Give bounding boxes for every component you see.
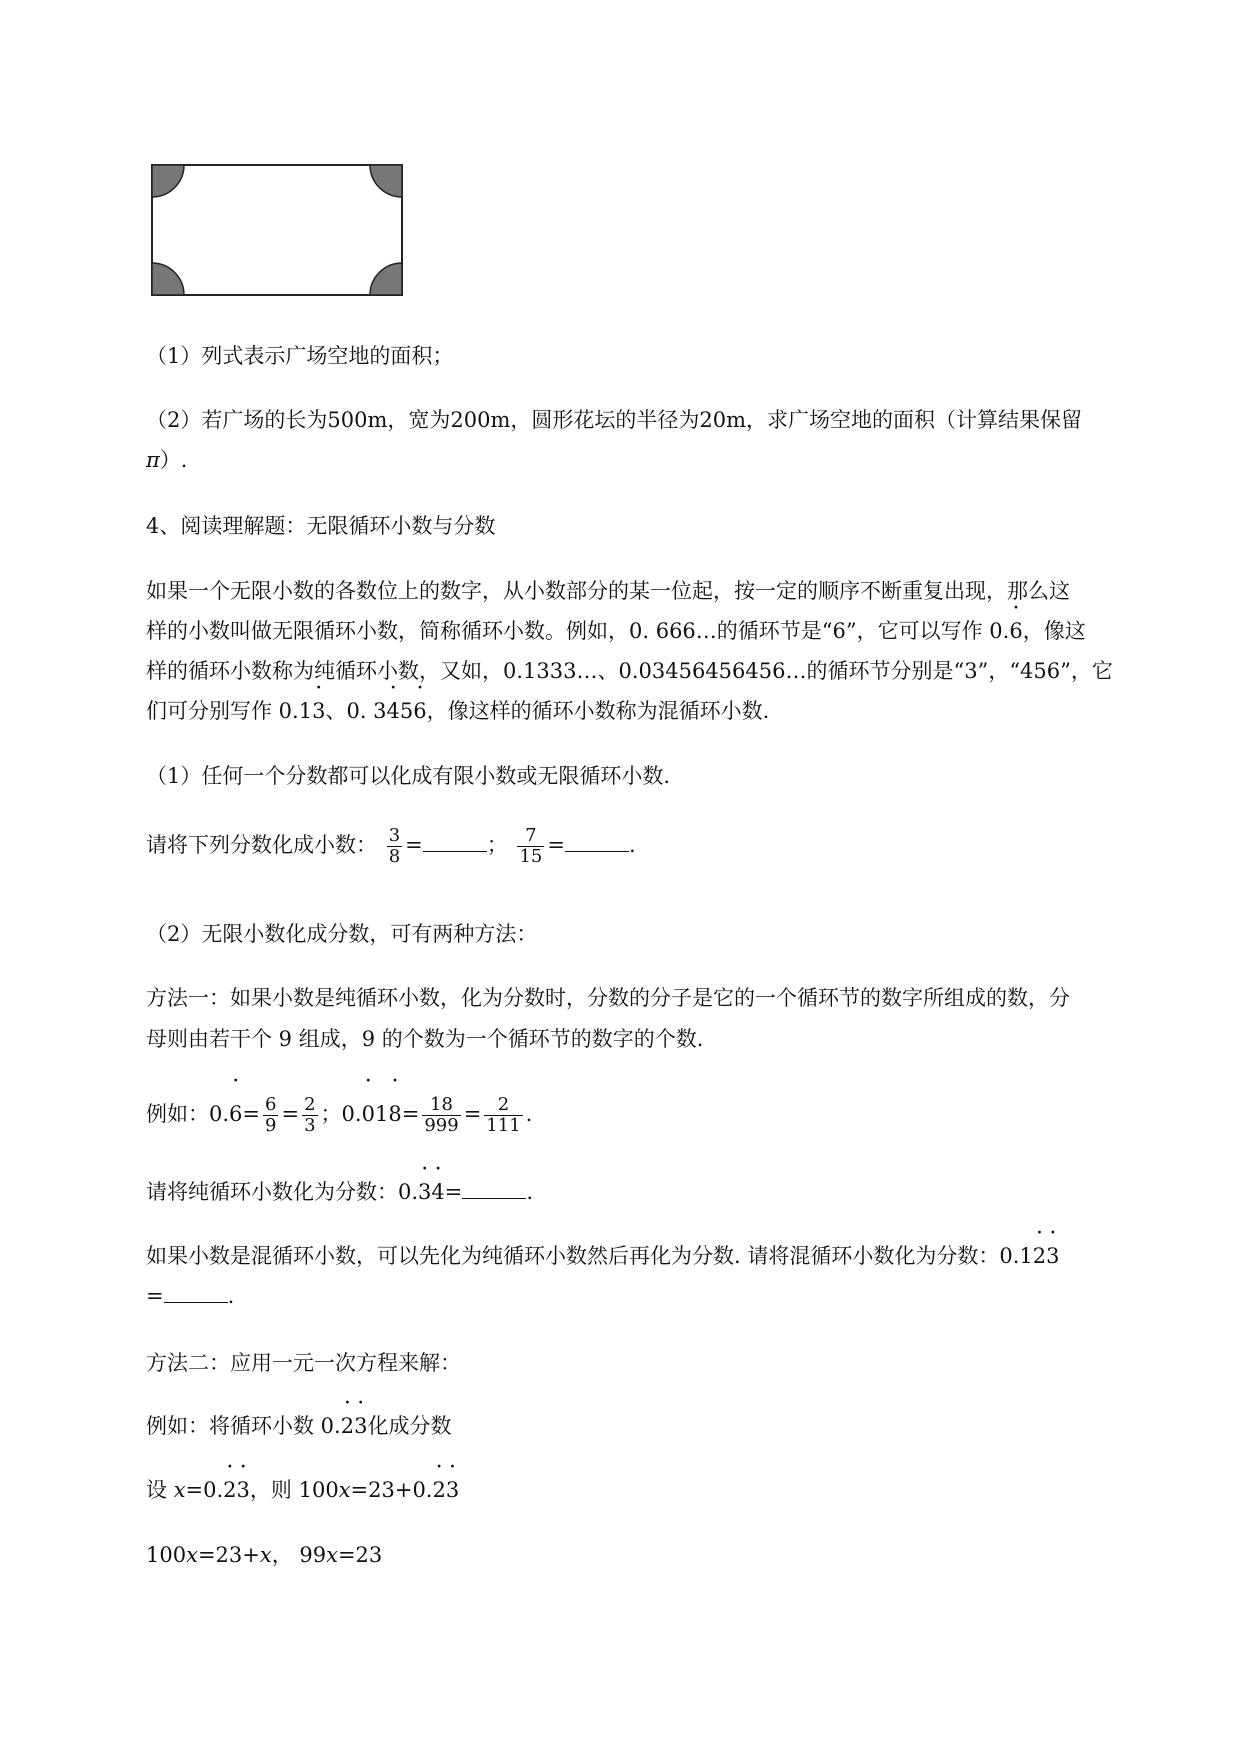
ex-eq-3: =	[401, 1102, 420, 1126]
ask-label: 请将下列分数化成小数：	[146, 833, 377, 857]
var-x-3: x	[186, 1543, 198, 1567]
answer-blank-1[interactable]	[423, 831, 487, 852]
set-recurring-2: · 2	[223, 1474, 236, 1506]
recurring-digit-4: · 4	[387, 695, 400, 727]
pure-period: .	[526, 1180, 534, 1204]
method2-set-equation	[146, 1474, 459, 1506]
q3-part2-text-a: （2）若广场的长为	[146, 408, 328, 432]
answer-blank-3[interactable]	[462, 1178, 526, 1199]
intro-4b: 、0. 3	[325, 699, 387, 723]
ex-recurring-6: · 6	[229, 1088, 242, 1140]
var-x-1: x	[173, 1478, 186, 1502]
q4-intro-line4	[146, 695, 769, 727]
pi-symbol: π	[146, 448, 160, 472]
fraction-6-9	[263, 1095, 278, 1136]
q4-title: 4、阅读理解题：无限循环小数与分数	[146, 514, 496, 538]
ex-digit-1: 1	[374, 1102, 389, 1126]
recurring-digit-6: · 6	[1009, 615, 1022, 647]
set-text: 设	[146, 1478, 167, 1502]
ex-f4-den: 111	[486, 1115, 521, 1136]
solve-eq: =23+	[197, 1543, 260, 1567]
mixed-text: 如果小数是混循环小数，可以先化为纯循环小数然后再化为分数. 请将混循环小数化为分数：0.1	[146, 1244, 1033, 1268]
plaza-length: 500m	[327, 408, 388, 432]
f2-denominator: 15	[519, 846, 543, 867]
plaza-rectangle	[152, 165, 402, 295]
var-x-5: x	[326, 1543, 338, 1567]
method1-line2: 母则由若干个 9 组成，9 的个数为一个循环节的数字的个数.	[146, 1027, 704, 1051]
f1-numerator: 3	[388, 825, 401, 846]
f2-numerator: 7	[517, 826, 544, 847]
solve-99: ， 99	[271, 1543, 327, 1567]
mixed-period: .	[227, 1284, 235, 1308]
intro-2a: 样的小数叫做无限循环小数，简称循环小数。例如，0. 666…的循环节是“6”，它可以写作 0.	[146, 619, 1010, 643]
q3-part2-text-e: ）.	[159, 448, 188, 472]
ex-f4-num: 2	[484, 1095, 522, 1116]
ex2-text-b: 化成分数	[367, 1414, 452, 1438]
flowerbed-radius: 20m	[699, 408, 747, 432]
set-recurring-3: · 3	[237, 1474, 250, 1506]
ex-f3-den: 999	[424, 1115, 459, 1136]
method2-example	[146, 1410, 451, 1442]
fraction-7-15	[517, 826, 544, 867]
ex2-recurring-3: · 3	[354, 1410, 367, 1442]
ex2-recurring-2: · 2	[341, 1410, 354, 1442]
method1-example	[146, 1088, 532, 1140]
q4-intro-line1: 如果一个无限小数的各数位上的数字，从小数部分的某一位起，按一定的顺序不断重复出现，那么这	[146, 579, 1070, 603]
ex-eq-4: =	[463, 1102, 482, 1126]
q3-part2-text-d: ，求广场空地的面积（计算结果保留	[746, 408, 1083, 432]
ask-pure-text: 请将纯循环小数化为分数：0.	[146, 1180, 419, 1204]
ex2-text-a: 例如：将循环小数 0.	[146, 1414, 341, 1438]
solve-result: =23	[337, 1543, 383, 1567]
ex-f1-den: 9	[265, 1115, 277, 1136]
q4-intro-line3: 样的循环小数称为纯循环小数，又如，0.1333…、0.03456456456…的循环节分别是“3”，“456”，它	[146, 659, 1113, 683]
equals-1: =	[405, 833, 423, 857]
ask-pure-recurring	[146, 1176, 533, 1208]
pure-recurring-4: · 4	[431, 1176, 444, 1208]
fraction-2-3	[302, 1095, 317, 1136]
example-label: 例如：0.	[146, 1102, 230, 1126]
pure-eq: =	[444, 1180, 463, 1204]
q3-part2-cont	[146, 444, 188, 476]
ex-f2-den: 3	[304, 1115, 316, 1136]
q3-part2-text-c: ，圆形花坛的半径为	[510, 408, 700, 432]
q3-part1: （1）列式表示广场空地的面积；	[146, 344, 454, 368]
fraction-2-111	[484, 1095, 522, 1136]
mixed-recurring-2: · 2	[1033, 1240, 1046, 1272]
f1-denominator: 8	[388, 846, 401, 867]
set-then: ，则 100	[249, 1478, 339, 1502]
fraction-3-8	[387, 826, 402, 867]
ex-recurring-0: · 0	[362, 1088, 375, 1140]
q3-part2	[146, 404, 1082, 436]
recurring-digit-6b: · 6	[413, 695, 426, 727]
intro-2b: ，像这	[1022, 619, 1086, 643]
ex-period: .	[525, 1102, 533, 1126]
var-x-4: x	[259, 1543, 272, 1567]
set-eq: =0.	[185, 1478, 224, 1502]
intro-4a: 们可分别写作 0.1	[146, 699, 313, 723]
fraction-18-999	[422, 1095, 460, 1136]
intro-4c: ，像这样的循环小数称为混循环小数.	[426, 699, 770, 723]
answer-blank-2[interactable]	[565, 831, 629, 852]
ex-recurring-8: · 8	[388, 1088, 401, 1140]
mixed-eq: =	[146, 1284, 164, 1308]
set-eq2: =23+0.	[350, 1478, 433, 1502]
method1-line1: 方法一：如果小数是纯循环小数，化为分数时，分数的分子是它的一个循环节的数字所组成的数，分	[146, 986, 1070, 1010]
semicolon: ；	[486, 833, 508, 857]
q4-part1-ask	[146, 820, 636, 870]
answer-blank-4[interactable]	[164, 1282, 228, 1303]
set-recurring-2b: · 2	[432, 1474, 445, 1506]
q4-intro-line2	[146, 615, 1086, 647]
var-x-2: x	[338, 1478, 351, 1502]
ex-f2-num: 2	[304, 1094, 316, 1115]
q3-part2-text-b: ，宽为	[387, 408, 451, 432]
ex-f3-num: 18	[422, 1095, 460, 1116]
method2-title: 方法二：应用一元一次方程来解：	[146, 1351, 461, 1375]
q4-part2: （2）无限小数化成分数，可有两种方法：	[146, 922, 538, 946]
method2-solve	[146, 1539, 382, 1571]
plaza-width: 200m	[450, 408, 511, 432]
ex-f1-num: 6	[265, 1094, 277, 1115]
ex-eq-2: =	[281, 1102, 300, 1126]
ex-eq-1: =	[242, 1102, 261, 1126]
coef-100: 100	[146, 1543, 187, 1567]
equals-2: =	[547, 833, 565, 857]
ex-mid: ；0.	[320, 1102, 362, 1126]
digit-5: 5	[399, 699, 414, 723]
mixed-recurring-3: · 3	[1046, 1240, 1059, 1272]
pure-recurring-3: · 3	[418, 1176, 431, 1208]
rectangle-plaza-figure	[150, 163, 405, 297]
period-1: .	[628, 833, 636, 857]
mixed-recurring-line1	[146, 1240, 1060, 1272]
set-recurring-3b: · 3	[446, 1474, 459, 1506]
mixed-recurring-line2	[146, 1280, 234, 1312]
q4-part1: （1）任何一个分数都可以化成有限小数或无限循环小数.	[146, 764, 671, 788]
recurring-digit-3: · 3	[312, 695, 325, 727]
